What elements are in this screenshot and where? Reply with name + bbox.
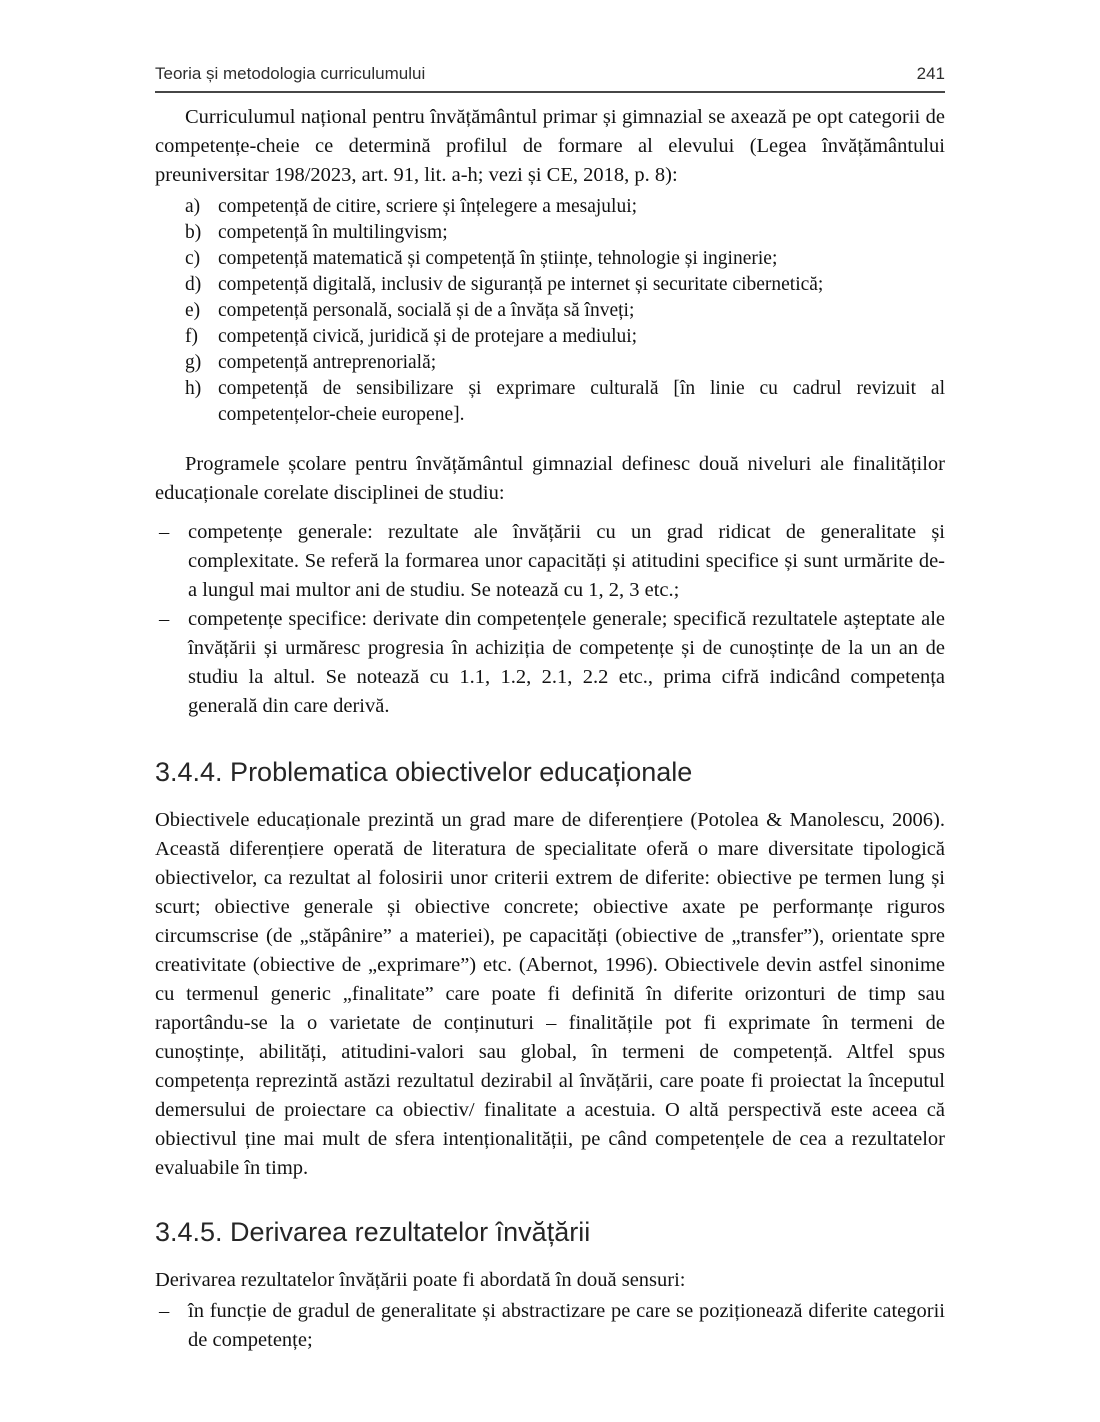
page-number: 241 — [916, 64, 945, 83]
page-header — [155, 64, 945, 93]
list-item — [155, 350, 945, 376]
list-marker: b) — [185, 222, 202, 243]
list-marker: h) — [185, 378, 202, 399]
curricula-levels-paragraph: Programele școlare pentru învățământul gimnazial definesc două niveluri ale finalităților educaționale corelate disciplinei de studiu: — [155, 453, 945, 504]
section-345-intro-paragraph: Derivarea rezultatelor învățării poate fi abordată în două sensuri: — [155, 1269, 686, 1291]
section-heading-345: 3.4.5. Derivarea rezultatelor învățării — [155, 1217, 591, 1247]
list-item — [155, 376, 945, 428]
finality-levels-list — [155, 518, 945, 721]
list-item — [155, 272, 945, 298]
running-title: Teoria și metodologia curriculumului — [155, 64, 426, 83]
section-heading-344: 3.4.4. Problematica obiectivelor educaționale — [155, 757, 693, 787]
list-item-text: competență în multilingvism; — [218, 222, 448, 243]
list-marker: e) — [185, 300, 201, 321]
list-marker: g) — [185, 352, 202, 373]
list-item-text: competențe generale: rezultate ale învățării cu un grad ridicat de generalitate și complexitate. Se referă la formarea unor capacități și atitudini specifice și sunt urmărite de-a lungul mai multor ani de studiu. Se notează cu 1, 2, 3 etc.; — [188, 521, 945, 601]
list-item-text: competență digitală, inclusiv de siguranță pe internet și securitate cibernetică; — [218, 274, 824, 295]
list-marker: – — [159, 1300, 170, 1322]
list-item — [155, 518, 945, 605]
list-item — [155, 1297, 945, 1355]
list-marker: f) — [185, 326, 198, 347]
list-marker: c) — [185, 248, 201, 269]
list-marker: – — [159, 608, 170, 630]
section-344-paragraph: Obiectivele educaționale prezintă un grad mare de diferențiere (Potolea & Manolescu, 2006). Această diferențiere operată de literatura de specialitate oferă o mare diversitate tipologică obiectivelor, ca rezultat al folosirii unor criterii extrem de diferite: obiective pe termen lung și scurt; obiective generale și obiective concrete; obiective axate pe performanțe riguros circumscrise (de „stăpânire” a materiei), pe capacități (obiective de „transfer”), orientate spre creativitate (obiective de „exprimare”) etc. (Abernot, 1996). Obiectivele devin astfel sinonime cu termenul generic „finalitate” care poate fi definită în diferite orizonturi de timp sau raportându-se la o varietate de conținuturi – finalitățile pot fi exprimate în termeni de cunoștințe, abilități, atitudini-valori sau global, în termeni de competență. Altfel spus competența reprezintă astăzi rezultatul dezirabil al învățării, care poate fi proiectat la începutul demersului de proiectare ca obiectiv/ finalitate a acestuia. O altă perspectivă este aceea că obiectivul ține mai mult de sfera intenționalității, pe când competențele de cea a rezultatelor evaluabile în timp. — [155, 809, 945, 1179]
list-marker: – — [159, 521, 170, 543]
list-item — [155, 194, 945, 220]
intro-paragraph: Curriculumul național pentru învățământul primar și gimnazial se axează pe opt categorii de competențe-cheie ce determină profilul de formare al elevului (Legea învățământului preuniversitar 198/2023, art. 91, lit. a-h; vezi și CE, 2018, p. 8): — [155, 106, 945, 186]
derivation-senses-list — [155, 1297, 945, 1355]
list-marker: d) — [185, 274, 202, 295]
list-item — [155, 220, 945, 246]
list-item-text: competență matematică și competență în științe, tehnologie și inginerie; — [218, 248, 778, 269]
list-item-text: competență de sensibilizare și exprimare culturală [în linie cu cadrul revizuit al competențelor-cheie europene]. — [218, 378, 945, 425]
list-marker: a) — [185, 196, 201, 217]
list-item-text: competență civică, juridică și de protejare a mediului; — [218, 326, 638, 347]
key-competences-list — [155, 194, 945, 428]
list-item — [155, 324, 945, 350]
list-item-text: în funcție de gradul de generalitate și abstractizare pe care se poziționează diferite categorii de competențe; — [188, 1300, 945, 1351]
list-item — [155, 298, 945, 324]
list-item-text: competență antreprenorială; — [218, 352, 437, 373]
list-item-text: competență de citire, scriere și înțelegere a mesajului; — [218, 196, 638, 217]
list-item — [155, 246, 945, 272]
list-item-text: competențe specifice: derivate din competențele generale; specifică rezultatele așteptate ale învățării și urmăresc progresia în achiziția de competențe și de cunoștințe de la un an de studiu la altul. Se notează cu 1.1, 1.2, 2.1, 2.2 etc., prima cifră indicând competența generală din care derivă. — [188, 608, 945, 717]
list-item — [155, 605, 945, 721]
list-item-text: competență personală, socială și de a învăța să înveți; — [218, 300, 635, 321]
